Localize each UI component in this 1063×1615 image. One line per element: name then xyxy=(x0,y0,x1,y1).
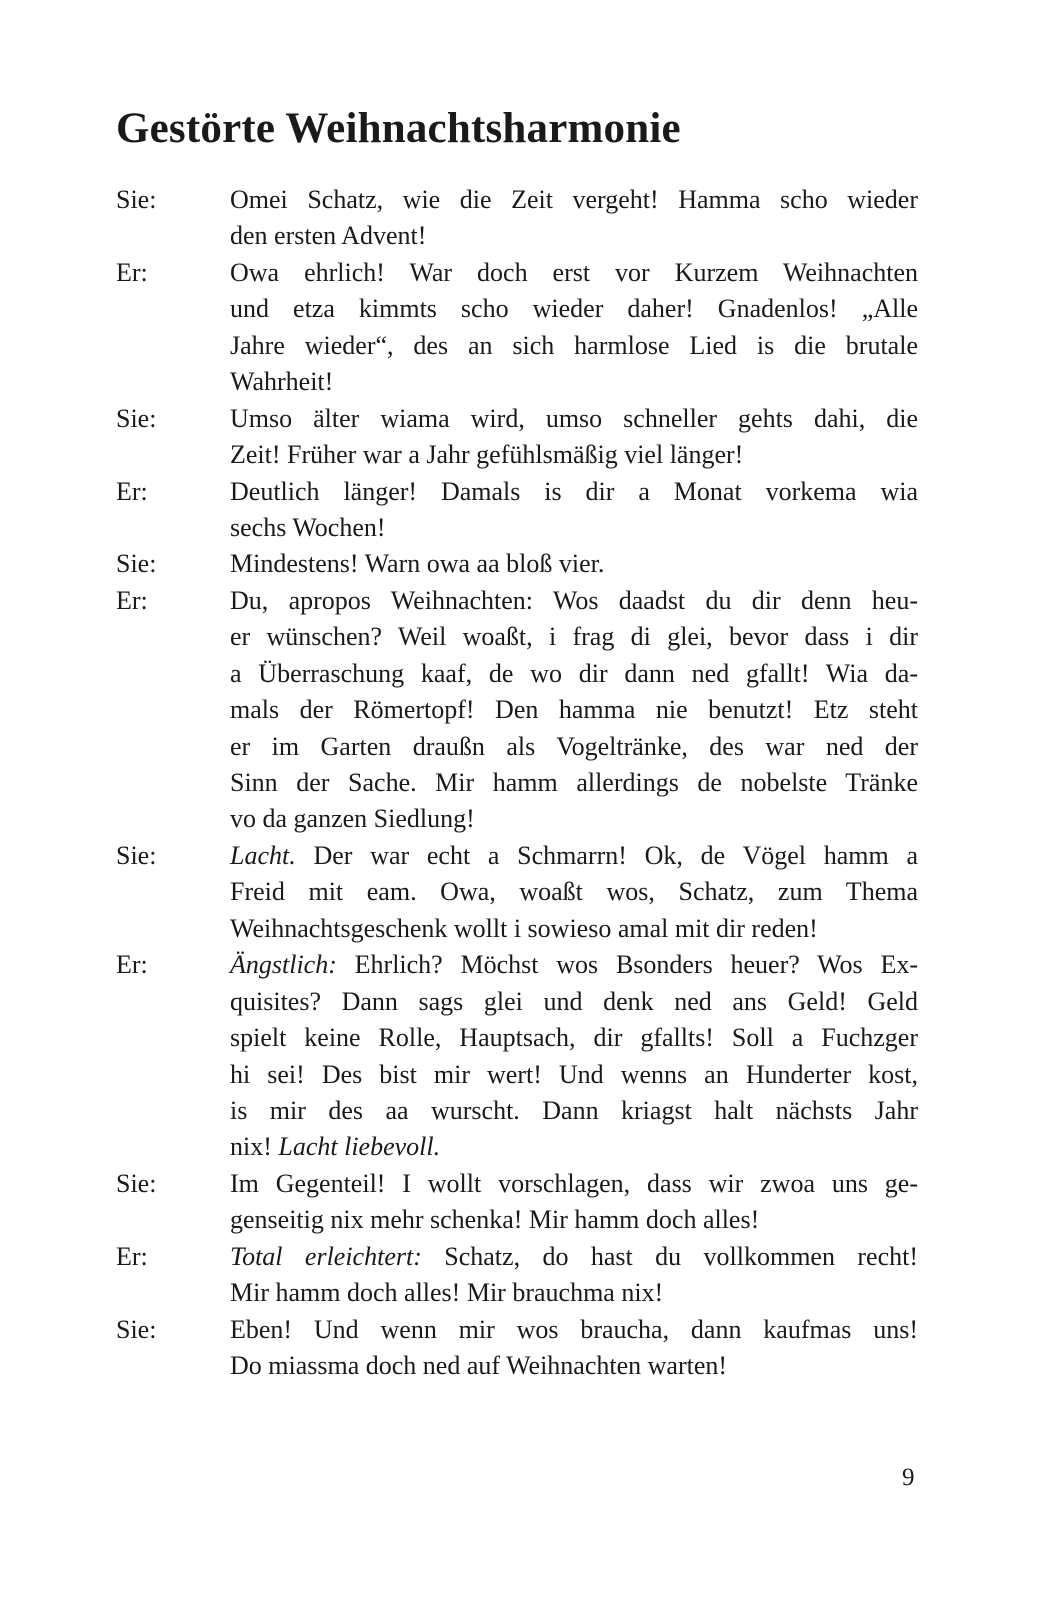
text-segment: Im Gegenteil! I wollt vorschlagen, dass wir zwoa uns ge- xyxy=(230,1168,918,1198)
text-segment: Zeit! Früher war a Jahr gefühlsmäßig viel länger! xyxy=(230,440,744,470)
text-line xyxy=(230,255,918,291)
text-line xyxy=(230,182,918,218)
speech-text xyxy=(230,546,918,582)
speaker-label: Sie: xyxy=(116,840,157,870)
text-segment: Omei Schatz, wie die Zeit vergeht! Hamma scho wieder xyxy=(230,185,918,214)
text-segment: Deutlich länger! Damals is dir a Monat vorkema wia xyxy=(230,476,918,506)
speaker-label: Sie: xyxy=(116,549,157,579)
text-segment: er im Garten draußn als Vogeltränke, des war ned der xyxy=(230,731,918,761)
text-line xyxy=(230,838,918,874)
text-line xyxy=(230,1202,918,1238)
text-line xyxy=(230,692,918,728)
text-segment: Mindestens! Warn owa aa bloß vier. xyxy=(230,549,605,579)
text-line xyxy=(230,1166,918,1202)
text-line xyxy=(230,1093,918,1129)
dialog xyxy=(116,182,918,1384)
dialog-turn xyxy=(116,1166,918,1239)
text-segment: Sinn der Sache. Mir hamm allerdings de nobelste Tränke xyxy=(230,768,918,798)
speech-text xyxy=(230,182,918,255)
text-segment: sechs Wochen! xyxy=(230,512,386,542)
text-segment: den ersten Advent! xyxy=(230,221,427,251)
text-line xyxy=(230,984,918,1020)
dialog-turn xyxy=(116,1312,918,1385)
dialog-turn xyxy=(116,546,918,582)
dialog-turn xyxy=(116,947,918,1166)
speech-text xyxy=(230,838,918,947)
text-segment: und etza kimmts scho wieder daher! Gnadenlos! „Alle xyxy=(230,294,918,324)
speaker-label: Sie: xyxy=(116,1168,157,1198)
text-line xyxy=(230,291,918,327)
dialog-turn xyxy=(116,255,918,401)
text-line xyxy=(230,583,918,619)
text-segment: hi sei! Des bist mir wert! Und wenns an Hunderter kost, xyxy=(230,1059,918,1089)
stage-direction: Lacht. xyxy=(230,840,296,870)
text-line xyxy=(230,364,918,400)
speaker-label: Sie: xyxy=(116,403,157,433)
dialog-turn xyxy=(116,1239,918,1312)
text-line xyxy=(230,1312,918,1348)
dialog-turn xyxy=(116,182,918,255)
text-line xyxy=(230,619,918,655)
text-segment: quisites? Dann sags glei und denk ned ans Geld! Geld xyxy=(230,986,918,1016)
text-line xyxy=(230,218,918,254)
text-line xyxy=(230,546,918,582)
text-segment: Weihnachtsgeschenk wollt i sowieso amal mit dir reden! xyxy=(230,913,818,943)
text-segment: Freid mit eam. Owa, woaßt wos, Schatz, zum Thema xyxy=(230,877,918,907)
text-line xyxy=(230,1239,918,1275)
page-title: Gestörte Weihnachtsharmonie xyxy=(116,105,681,152)
text-segment: Jahre wieder“, des an sich harmlose Lied is die brutale xyxy=(230,330,918,360)
speech-text xyxy=(230,1239,918,1312)
text-segment: Ehrlich? Möchst wos Bsonders heuer? Wos Ex- xyxy=(336,950,918,980)
dialog-turn xyxy=(116,401,918,474)
text-line xyxy=(230,1275,918,1311)
stage-direction: Ängstlich: xyxy=(230,950,337,980)
page-number: 9 xyxy=(902,1464,915,1491)
text-line xyxy=(230,1129,918,1165)
text-segment: Umso älter wiama wird, umso schneller gehts dahi, die xyxy=(230,403,918,433)
text-line xyxy=(230,510,918,546)
text-segment: genseitig nix mehr schenka! Mir hamm doch alles! xyxy=(230,1205,760,1235)
speech-text xyxy=(230,255,918,401)
speaker-label: Er: xyxy=(116,257,148,287)
text-segment: Do miassma doch ned auf Weihnachten warten! xyxy=(230,1351,728,1381)
text-segment: er wünschen? Weil woaßt, i frag di glei, bevor dass i dir xyxy=(230,622,918,652)
speech-text xyxy=(230,474,918,547)
text-line xyxy=(230,911,918,947)
text-segment: Owa ehrlich! War doch erst vor Kurzem Weihnachten xyxy=(230,257,918,287)
text-segment: vo da ganzen Siedlung! xyxy=(230,804,475,834)
text-segment: Wahrheit! xyxy=(230,367,334,397)
text-segment: Eben! Und wenn mir wos braucha, dann kaufmas uns! xyxy=(230,1314,918,1344)
speaker-label: Er: xyxy=(116,1241,148,1271)
speaker-label: Er: xyxy=(116,476,148,506)
dialog-turn xyxy=(116,583,918,838)
speech-text xyxy=(230,947,918,1166)
speech-text xyxy=(230,583,918,838)
speaker-label: Er: xyxy=(116,950,148,980)
stage-direction: Total erleichtert: xyxy=(230,1241,422,1271)
speech-text xyxy=(230,1312,918,1385)
text-line xyxy=(230,401,918,437)
text-line xyxy=(230,765,918,801)
text-segment: spielt keine Rolle, Hauptsach, dir gfallts! Soll a Fuchzger xyxy=(230,1023,918,1053)
text-line xyxy=(230,474,918,510)
dialog-turn xyxy=(116,474,918,547)
text-segment: mals der Römertopf! Den hamma nie benutzt! Etz steht xyxy=(230,695,918,725)
text-line xyxy=(230,1348,918,1384)
speech-text xyxy=(230,1166,918,1239)
speaker-label: Er: xyxy=(116,585,148,615)
text-line xyxy=(230,874,918,910)
text-line xyxy=(230,729,918,765)
text-line xyxy=(230,1020,918,1056)
text-segment: Der war echt a Schmarrn! Ok, de Vögel hamm a xyxy=(295,840,918,870)
text-segment: Schatz, do hast du vollkommen recht! xyxy=(421,1241,918,1271)
speaker-label: Sie: xyxy=(116,185,157,214)
text-line xyxy=(230,437,918,473)
dialog-turn xyxy=(116,838,918,947)
speech-text xyxy=(230,401,918,474)
speaker-label: Sie: xyxy=(116,1314,157,1344)
stage-direction: Lacht liebevoll. xyxy=(278,1132,441,1162)
text-segment: is mir des aa wurscht. Dann kriagst halt nächsts Jahr xyxy=(230,1095,918,1125)
text-line xyxy=(230,947,918,983)
text-segment: a Überraschung kaaf, de wo dir dann ned gfallt! Wia da- xyxy=(230,658,918,688)
text-line xyxy=(230,328,918,364)
text-segment: nix! xyxy=(230,1132,279,1162)
text-segment: Mir hamm doch alles! Mir brauchma nix! xyxy=(230,1278,664,1308)
text-line xyxy=(230,801,918,837)
text-line xyxy=(230,1057,918,1093)
text-segment: Du, apropos Weihnachten: Wos daadst du dir denn heu- xyxy=(230,585,918,615)
text-line xyxy=(230,656,918,692)
